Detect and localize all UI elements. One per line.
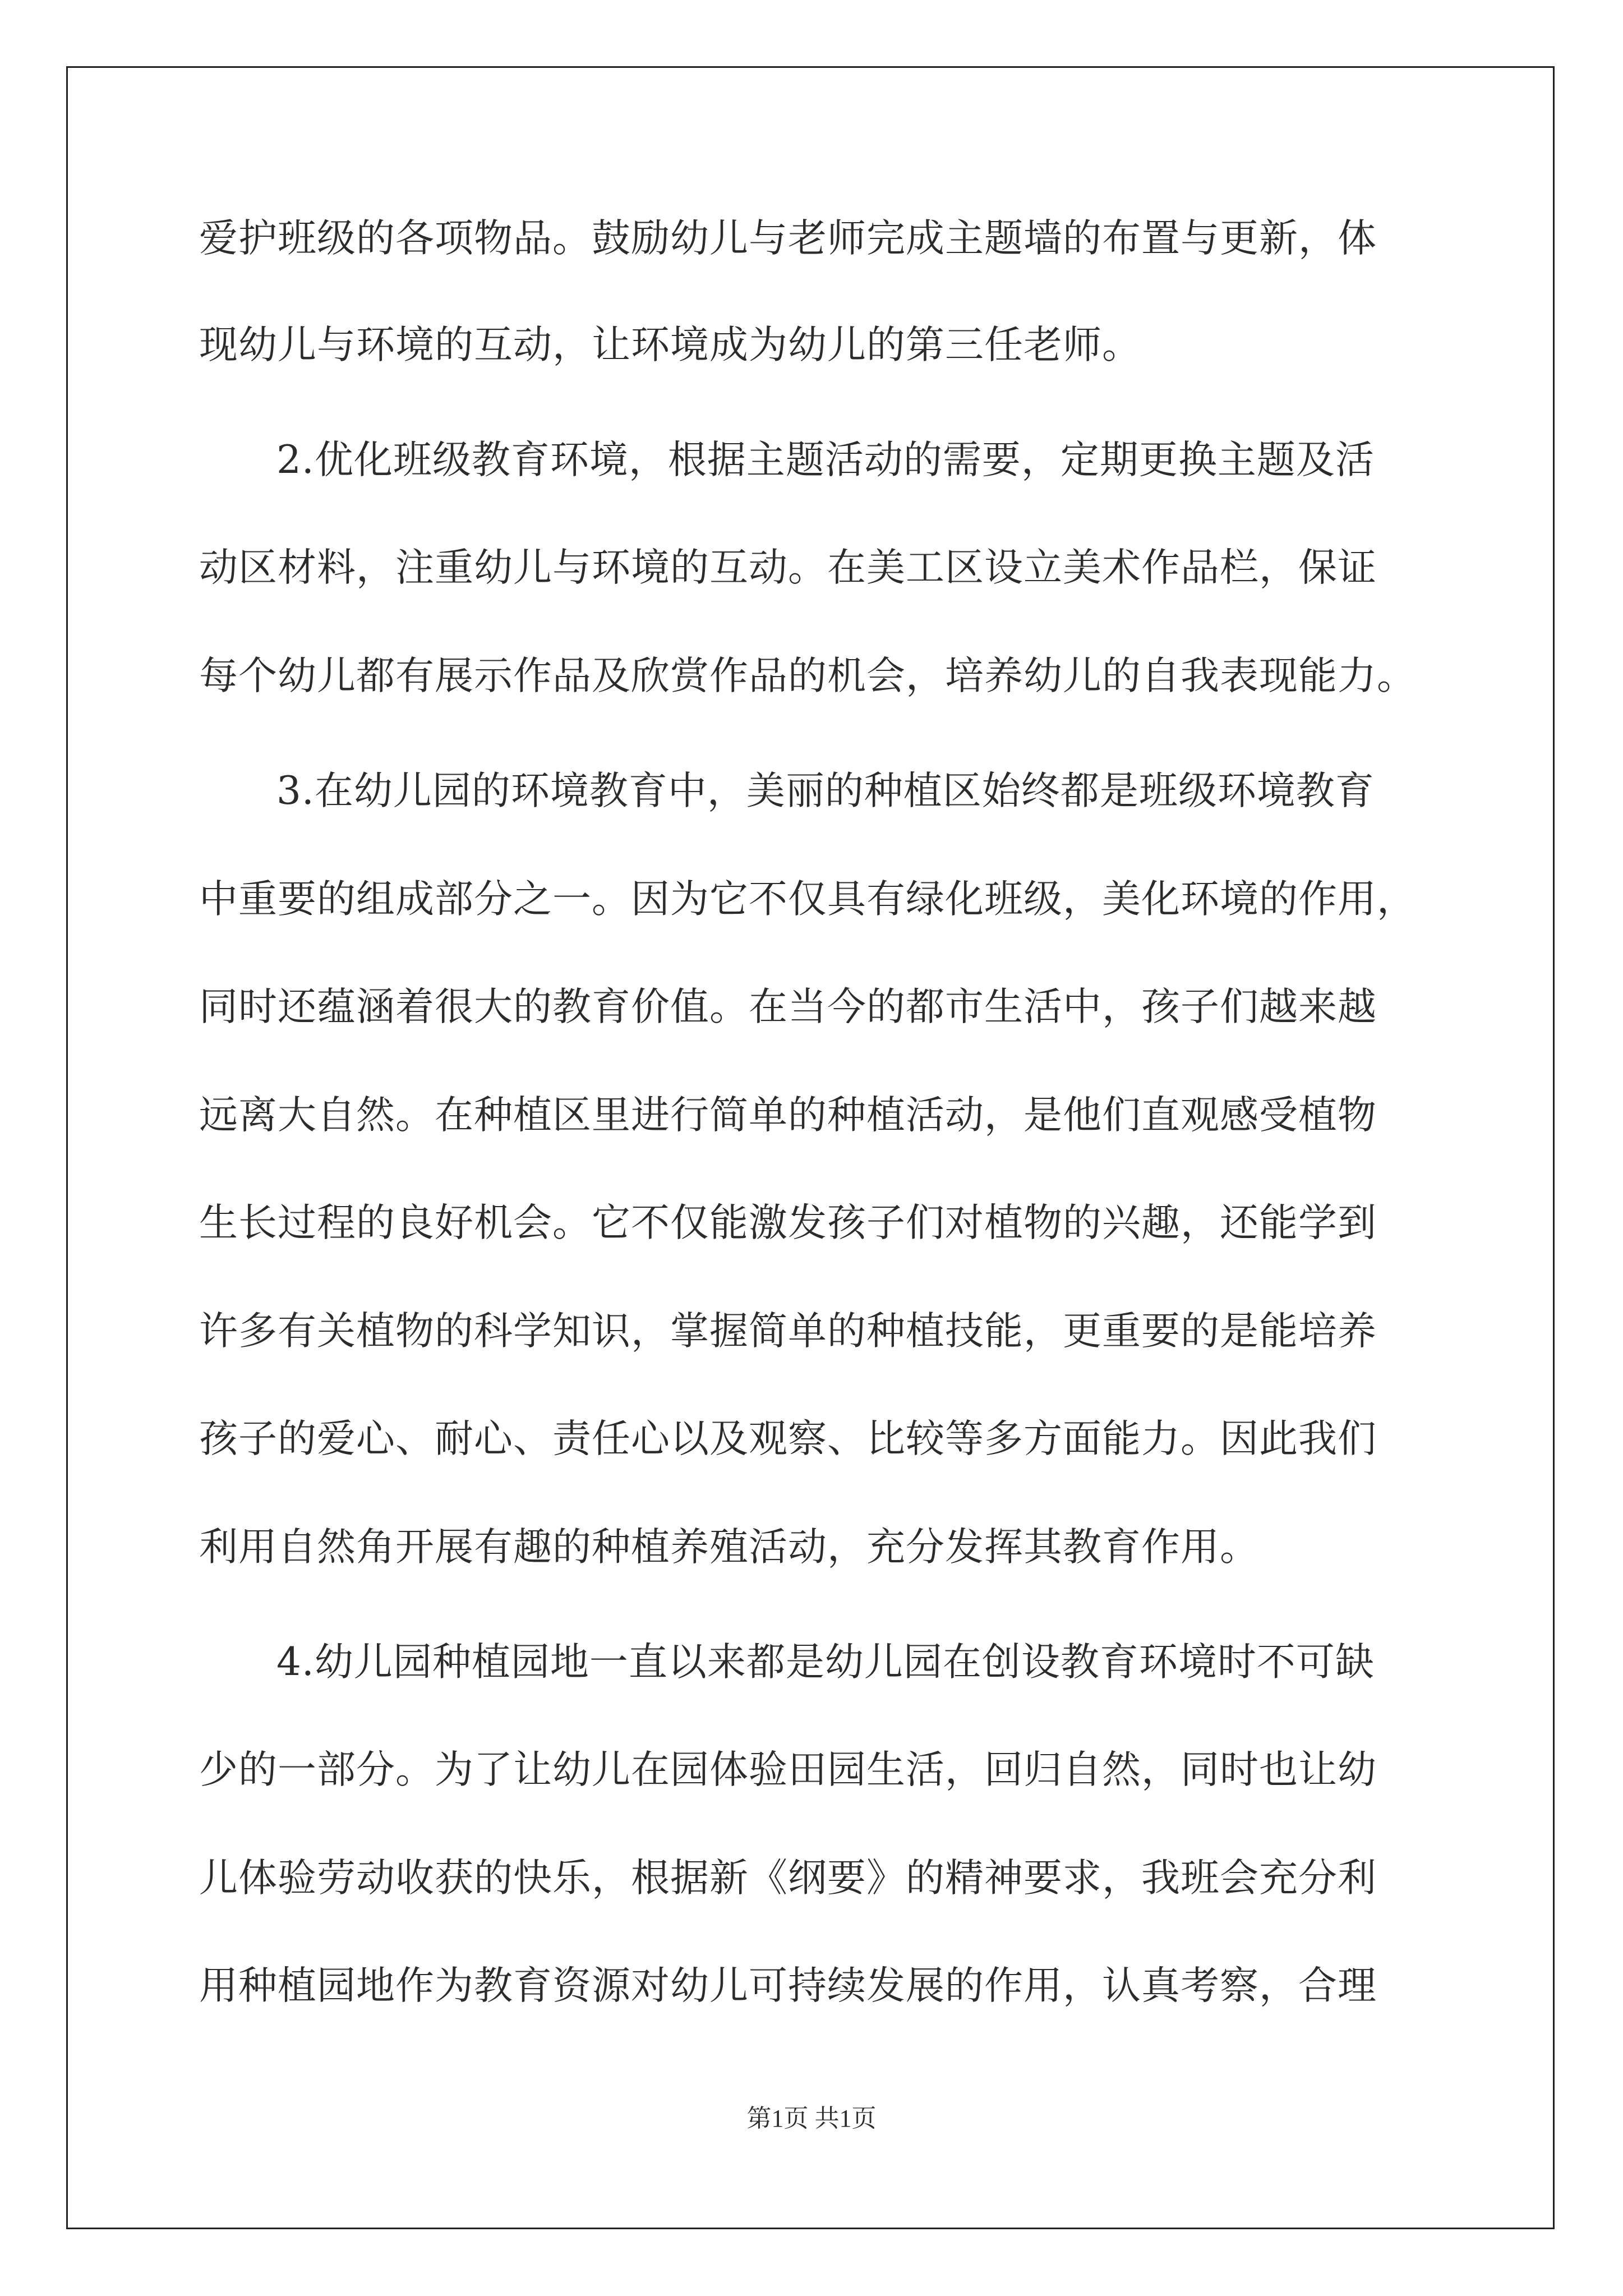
text-line: 现幼儿与环境的互动，让环境成为幼儿的第三任老师。 [199,323,1141,367]
text-line: 同时还蕴涵着很大的教育价值。在当今的都市生活中，孩子们越来越 [199,984,1377,1029]
text-line: 爱护班级的各项物品。鼓励幼儿与老师完成主题墙的布置与更新，体 [199,216,1377,261]
paragraph-3-start: 3.在幼儿园的环境教育中，美丽的种植区始终都是班级环境教育 [276,769,1375,813]
text-line: 用种植园地作为教育资源对幼儿可持续发展的作用，认真考察，合理 [199,1963,1377,2008]
text-line: 儿体验劳动收获的快乐，根据新《纲要》的精神要求，我班会充分利 [199,1856,1377,1901]
text-line: 许多有关植物的科学知识，掌握简单的种植技能，更重要的是能培养 [199,1309,1377,1354]
page-footer: 第1页 共1页 [746,2105,877,2132]
text-line: 每个幼儿都有展示作品及欣赏作品的机会，培养幼儿的自我表现能力。 [199,654,1416,698]
text-line: 中重要的组成部分之一。因为它不仅具有绿化班级，美化环境的作用， [199,877,1416,922]
paragraph-4-start: 4.幼儿园种植园地一直以来都是幼儿园在创设教育环境时不可缺 [276,1640,1375,1685]
text-line: 孩子的爱心、耐心、责任心以及观察、比较等多方面能力。因此我们 [199,1416,1377,1461]
text-line: 生长过程的良好机会。它不仅能激发孩子们对植物的兴趣，还能学到 [199,1200,1377,1245]
paragraph-2-start: 2.优化班级教育环境，根据主题活动的需要，定期更换主题及活 [276,438,1375,482]
text-line: 远离大自然。在种植区里进行简单的种植活动，是他们直观感受植物 [199,1093,1377,1138]
text-line: 少的一部分。为了让幼儿在园体验田园生活，回归自然，同时也让幼 [199,1747,1377,1792]
text-line: 利用自然角开展有趣的种植养殖活动，充分发挥其教育作用。 [199,1525,1259,1570]
text-line: 动区材料，注重幼儿与环境的互动。在美工区设立美术作品栏，保证 [199,545,1377,590]
